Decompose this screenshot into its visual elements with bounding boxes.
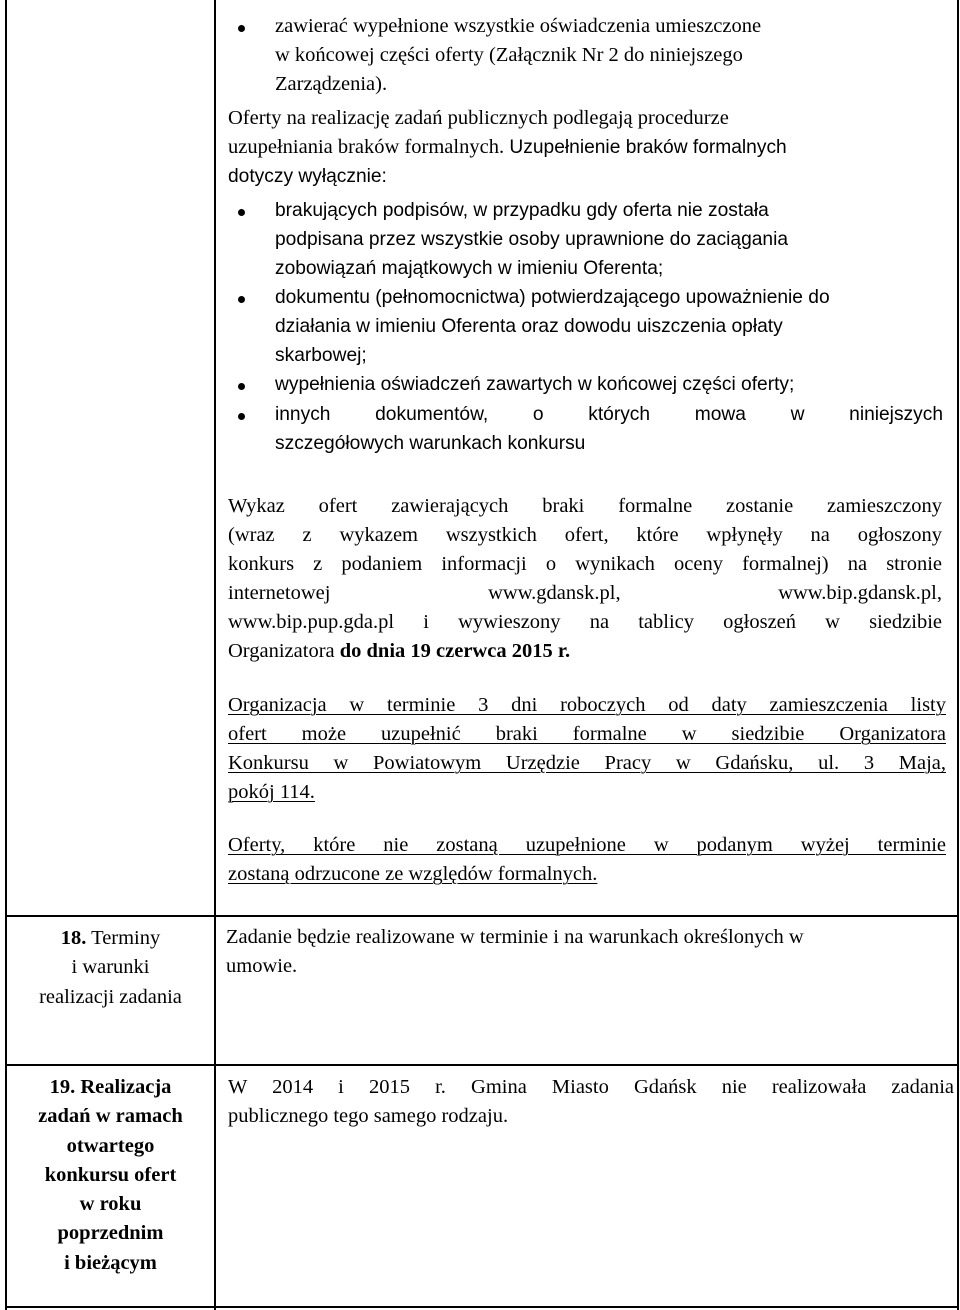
paragraph-line xyxy=(228,637,942,666)
paragraph-line: ofert może uzupełnić braki formalne w siedzibie Organizatora xyxy=(228,723,946,745)
bullet-line: brakujących podpisów, w przypadku gdy oferta nie została xyxy=(275,200,769,221)
row-label-part: Terminy xyxy=(86,927,161,949)
row-label-line xyxy=(8,1073,213,1102)
paragraph-line-part: Organizatora xyxy=(228,640,340,662)
bullet-dot xyxy=(238,209,245,216)
row-label-line xyxy=(8,924,213,953)
paragraph-line: Organizacja w terminie 3 dni roboczych od daty zamieszczenia listy xyxy=(228,694,946,716)
paragraph-line: Wykaz ofert zawierających braki formalne zostanie zamieszczony xyxy=(228,495,942,517)
table-border-left xyxy=(5,0,7,1310)
paragraph-publication-list xyxy=(228,492,942,666)
row-label-line: i warunki xyxy=(71,956,150,979)
table-row-divider-18 xyxy=(5,915,959,917)
row-18-label xyxy=(8,924,213,1012)
table-border-right xyxy=(957,0,959,1310)
row-19-label xyxy=(8,1073,213,1278)
paragraph-line: Oferty na realizację zadań publicznych podlegają procedurze xyxy=(228,107,729,129)
paragraph-line: Konkursu w Powiatowym Urzędzie Pracy w Gdańsku, ul. 3 Maja, xyxy=(228,752,946,774)
paragraph-line: (wraz z wykazem wszystkich ofert, które wpłynęły na ogłoszony xyxy=(228,524,942,546)
row-label-line: i bieżącym xyxy=(64,1251,157,1274)
bullet-dot xyxy=(238,296,245,303)
paragraph-supplement-procedure xyxy=(228,104,948,191)
content-line: W 2014 i 2015 r. Gmina Miasto Gdańsk nie realizowała zadania xyxy=(228,1076,954,1098)
bullet-line: innych dokumentów, o których mowa w niniejszych xyxy=(275,404,943,425)
row-number: 19. xyxy=(49,1076,76,1098)
row-number: 18. xyxy=(60,927,87,949)
row-label-line: w roku xyxy=(79,1193,142,1216)
deadline-date: do dnia 19 czerwca 2015 r. xyxy=(339,640,571,662)
table-border-bottom xyxy=(5,1306,959,1308)
bullet-line: szczegółowych warunkach konkursu xyxy=(275,433,586,454)
paragraph-line: Oferty, które nie zostaną uzupełnione w podanym wyżej terminie xyxy=(228,834,946,856)
bullet-line: Zarządzenia). xyxy=(275,73,388,95)
paragraph-line: pokój 114. xyxy=(228,781,315,803)
table-row-divider-19 xyxy=(5,1064,959,1066)
bullet-line: podpisana przez wszystkie osoby uprawnione do zaciągania xyxy=(275,229,789,250)
bullet-dot xyxy=(238,25,245,32)
row-label-part: Realizacja xyxy=(75,1076,172,1098)
content-line: Zadanie będzie realizowane w terminie i na warunkach określonych w xyxy=(226,926,804,948)
bullet-line: wypełnienia oświadczeń zawartych w końcowej części oferty; xyxy=(275,374,795,395)
paragraph-supplement-deadline xyxy=(228,691,946,807)
bullet-line: w końcowej części oferty (Załącznik Nr 2 do niniejszego xyxy=(275,44,743,66)
bullet-line: zawierać wypełnione wszystkie oświadczenia umieszczone xyxy=(275,15,762,37)
bullet-line: działania w imieniu Oferenta oraz dowodu uiszczenia opłaty xyxy=(275,316,783,337)
row-label-line: realizacji zadania xyxy=(39,985,182,1008)
row-label-line: konkursu ofert xyxy=(44,1163,177,1186)
row-label-line: zadań w ramach xyxy=(38,1105,183,1128)
paragraph-rejection xyxy=(228,831,946,889)
bullet-line: zobowiązań majątkowych w imieniu Oferenta; xyxy=(275,258,664,279)
paragraph-line: dotyczy wyłącznie: xyxy=(228,166,387,187)
bullet-dot xyxy=(238,413,245,420)
paragraph-line: internetowej www.gdansk.pl, www.bip.gdansk.pl, xyxy=(228,582,942,604)
row-label-line: poprzednim xyxy=(57,1222,164,1245)
bullet-line: dokumentu (pełnomocnictwa) potwierdzającego upoważnienie do xyxy=(275,287,830,308)
row-label-line: otwartego xyxy=(66,1134,155,1157)
paragraph-line-part: Uzupełnienie braków formalnych xyxy=(504,137,787,158)
content-line: publicznego tego samego rodzaju. xyxy=(228,1105,509,1127)
paragraph-line: konkurs z podaniem informacji o wynikach oceny formalnej) na stronie xyxy=(228,553,942,575)
table-border-column-divider xyxy=(214,0,216,1310)
content-line: umowie. xyxy=(226,955,298,977)
paragraph-line: www.bip.pup.gda.pl i wywieszony na tablicy ogłoszeń w siedzibie xyxy=(228,611,942,633)
paragraph-line: zostaną odrzucone ze względów formalnych. xyxy=(228,863,598,885)
bullet-dot xyxy=(238,383,245,390)
paragraph-line xyxy=(228,133,948,162)
row-19-content xyxy=(228,1073,954,1131)
bullet-line: skarbowej; xyxy=(275,345,367,366)
row-18-content xyxy=(226,923,956,981)
paragraph-line-part: uzupełniania braków formalnych. xyxy=(228,136,505,158)
